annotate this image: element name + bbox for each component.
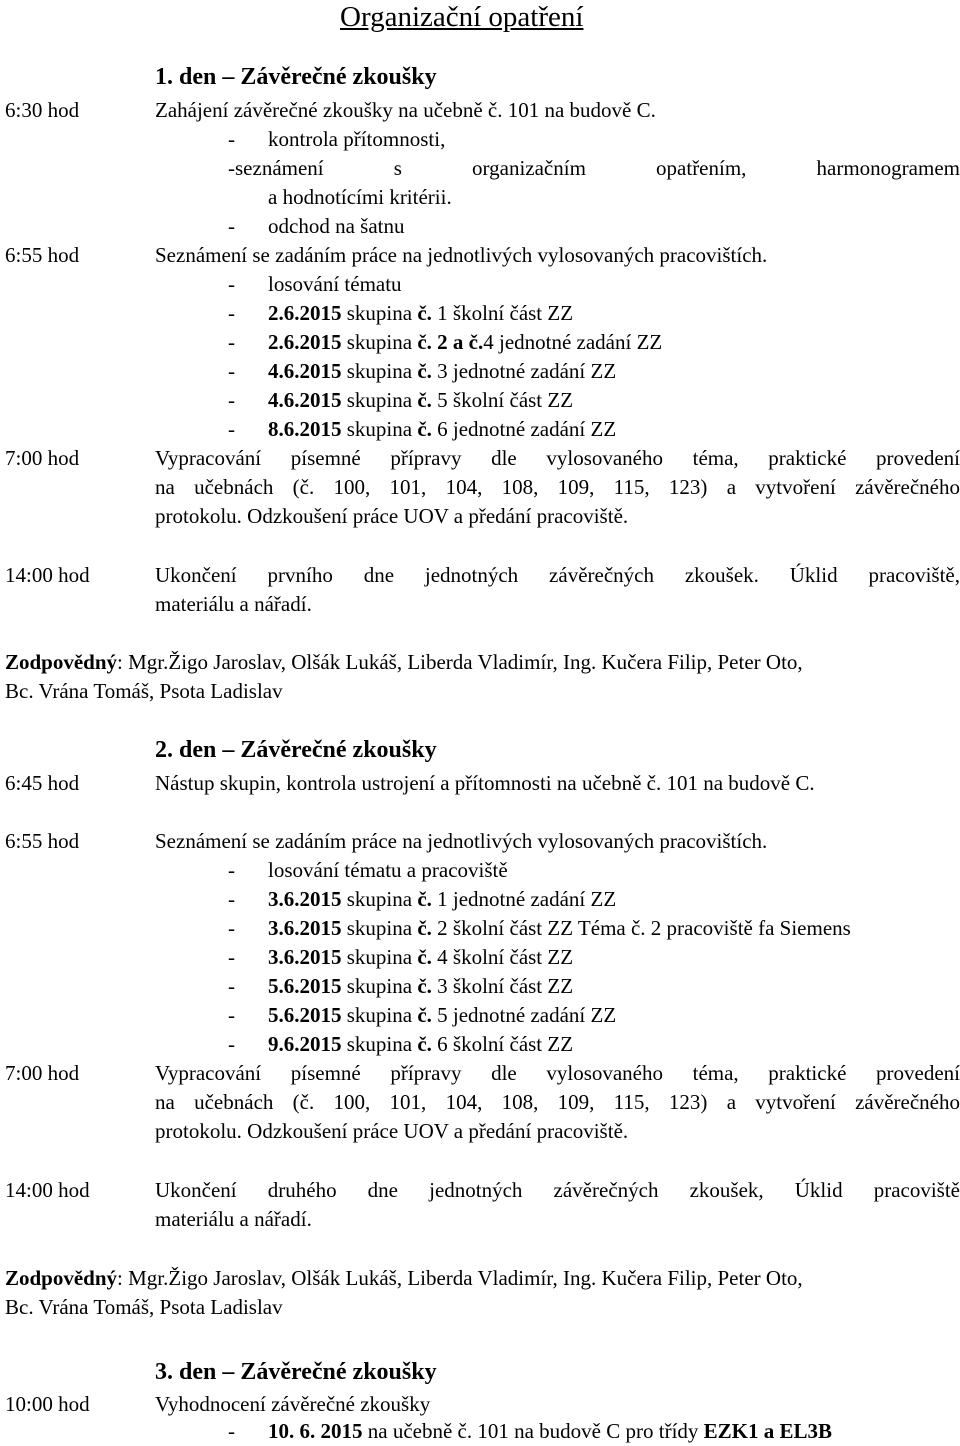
group-number-label: č. — [417, 887, 432, 911]
group-label: skupina — [341, 974, 418, 998]
day2-group-row — [228, 943, 573, 971]
group-date: 4.6.2015 — [268, 359, 342, 383]
item-text: na učebně č. 101 na budově C pro třídy — [362, 1419, 704, 1443]
day2-start-text: Nástup skupin, kontrola ustrojení a přítomnosti na učebně č. 101 na budově C. — [155, 771, 815, 795]
item-text: kontrola přítomnosti, — [268, 127, 446, 151]
day1-end-line1: Ukončení prvního dne jednotných závěrečných zkoušek. Úklid pracoviště, — [155, 563, 960, 587]
responsible-label: Zodpovědný — [5, 1266, 118, 1290]
day2-assignment-text: Seznámení se zadáním práce na jednotlivých vylosovaných pracovištích. — [155, 829, 768, 853]
day3-item — [228, 1417, 832, 1445]
group-date: 5.6.2015 — [268, 1003, 342, 1027]
day2-time-0655: 6:55 hod — [5, 829, 80, 853]
dash: - — [228, 1032, 235, 1056]
group-label: skupina — [341, 417, 418, 441]
dash: - — [228, 127, 235, 151]
group-date: 8.6.2015 — [268, 417, 342, 441]
day1-time-1400: 14:00 hod — [5, 563, 90, 587]
day1-item-wardrobe — [228, 212, 404, 240]
dash: - — [228, 945, 235, 969]
dash: - — [228, 887, 235, 911]
day2-group-row — [228, 885, 616, 913]
day1-time-0655: 6:55 hod — [5, 243, 80, 267]
group-number-label: č. — [417, 945, 432, 969]
page-title: Organizační opatření — [340, 1, 584, 33]
group-detail: 1 jednotné zadání ZZ — [431, 887, 617, 911]
dash: - — [228, 1419, 235, 1443]
group-detail: 4 jednotné zadání ZZ — [483, 330, 663, 354]
group-number-label: č. — [417, 301, 432, 325]
day2-group-row — [228, 1030, 573, 1058]
day2-lottery — [228, 856, 508, 884]
day2-heading-rest: – Závěrečné zkoušky — [216, 737, 437, 763]
day1-item-attendance — [228, 125, 445, 153]
group-label: skupina — [341, 887, 418, 911]
group-date: 3.6.2015 — [268, 916, 342, 940]
item-text: odchod na šatnu — [268, 214, 405, 238]
item-text: seznámení s organizačním opatřením, harmonogramem — [235, 156, 960, 180]
item-text: losování tématu — [268, 272, 402, 296]
day1-time-0700: 7:00 hod — [5, 446, 80, 470]
day2-group-row — [228, 1001, 616, 1029]
item-date: 10. 6. 2015 — [268, 1419, 363, 1443]
group-number-label: č. — [417, 916, 432, 940]
group-detail: 5 školní část ZZ — [431, 388, 574, 412]
day1-work-line1: Vypracování písemné přípravy dle vylosovaného téma, praktické provedení — [155, 446, 960, 470]
day1-end-line2: materiálu a nářadí. — [155, 592, 312, 616]
day3-heading-rest: – Závěrečné zkoušky — [216, 1359, 437, 1385]
dash: - — [228, 272, 235, 296]
day2-heading-word: den — [173, 737, 217, 763]
day2-work-line3: protokolu. Odzkoušení práce UOV a předání pracoviště. — [155, 1119, 629, 1143]
group-label: skupina — [341, 359, 418, 383]
group-number-label: č. — [417, 388, 432, 412]
responsible-names: : Mgr.Žigo Jaroslav, Olšák Lukáš, Liberda Vladimír, Ing. Kučera Filip, Peter Oto, — [117, 1266, 803, 1290]
day1-group-row — [228, 328, 662, 356]
dash: - — [228, 388, 235, 412]
day1-work-line2: na učebnách (č. 100, 101, 104, 108, 109, 115, 123) a vytvoření závěrečného — [155, 475, 960, 499]
dash: - — [228, 974, 235, 998]
group-label: skupina — [341, 916, 418, 940]
group-number-label: č. — [417, 1003, 432, 1027]
day3-evaluation-text: Vyhodnocení závěrečné zkoušky — [155, 1392, 431, 1416]
day1-time-0630: 6:30 hod — [5, 98, 80, 122]
day3-heading-word: den — [173, 1359, 217, 1385]
day1-responsible — [5, 648, 803, 676]
day1-item-introduction — [228, 154, 960, 182]
day1-responsible-line2: Bc. Vrána Tomáš, Psota Ladislav — [5, 679, 283, 703]
day3-heading-number: 3. — [155, 1359, 173, 1385]
day2-end-line1: Ukončení druhého dne jednotných závěrečných zkoušek, Úklid pracoviště — [155, 1178, 960, 1202]
group-detail: 4 školní část ZZ — [431, 945, 574, 969]
group-date: 2.6.2015 — [268, 301, 342, 325]
day2-responsible — [5, 1264, 803, 1292]
group-detail: 3 školní část ZZ — [431, 974, 574, 998]
day1-group-row — [228, 386, 573, 414]
day3-heading — [155, 1357, 437, 1387]
day1-heading-number: 1. — [155, 64, 173, 90]
dash: - — [228, 301, 235, 325]
group-number-label: č. — [417, 1032, 432, 1056]
item-classes: EZK1 a EL3B — [703, 1419, 833, 1443]
group-detail: 6 jednotné zadání ZZ — [431, 417, 617, 441]
group-date: 4.6.2015 — [268, 388, 342, 412]
day2-heading — [155, 735, 437, 765]
group-detail: 1 školní část ZZ — [431, 301, 574, 325]
group-date: 3.6.2015 — [268, 887, 342, 911]
day1-heading-rest: – Závěrečné zkoušky — [216, 64, 437, 90]
group-label: skupina — [341, 1032, 418, 1056]
day2-time-0645: 6:45 hod — [5, 771, 80, 795]
group-date: 2.6.2015 — [268, 330, 342, 354]
group-label: skupina — [341, 945, 418, 969]
day1-heading — [155, 62, 437, 92]
group-date: 9.6.2015 — [268, 1032, 342, 1056]
day2-work-line2: na učebnách (č. 100, 101, 104, 108, 109, 115, 123) a vytvoření závěrečného — [155, 1090, 960, 1114]
dash: - — [228, 916, 235, 940]
dash: - — [228, 858, 235, 882]
day1-lottery — [228, 270, 402, 298]
day1-start-text: Zahájení závěrečné zkoušky na učebně č. 101 na budově C. — [155, 98, 656, 122]
day2-group-row — [228, 972, 573, 1000]
group-label: skupina — [341, 301, 418, 325]
day1-group-row — [228, 415, 616, 443]
day1-work-line3: protokolu. Odzkoušení práce UOV a předání pracoviště. — [155, 504, 629, 528]
group-date: 3.6.2015 — [268, 945, 342, 969]
day1-assignment-text: Seznámení se zadáním práce na jednotlivých vylosovaných pracovištích. — [155, 243, 768, 267]
day2-time-0700: 7:00 hod — [5, 1061, 80, 1085]
day1-item-criteria: a hodnotícími kritérii. — [268, 185, 452, 209]
day2-work-line1: Vypracování písemné přípravy dle vylosovaného téma, praktické provedení — [155, 1061, 960, 1085]
dash: - — [228, 1003, 235, 1027]
group-detail: 3 jednotné zadání ZZ — [431, 359, 617, 383]
dash: - — [228, 417, 235, 441]
dash: - — [228, 214, 235, 238]
group-detail: 5 jednotné zadání ZZ — [431, 1003, 617, 1027]
day2-responsible-line2: Bc. Vrána Tomáš, Psota Ladislav — [5, 1295, 283, 1319]
day2-heading-number: 2. — [155, 737, 173, 763]
group-number-label: č. 2 a č. — [417, 330, 484, 354]
dash: - — [228, 359, 235, 383]
group-label: skupina — [341, 330, 418, 354]
group-number-label: č. — [417, 974, 432, 998]
day2-end-line2: materiálu a nářadí. — [155, 1207, 312, 1231]
day2-time-1400: 14:00 hod — [5, 1178, 90, 1202]
group-label: skupina — [341, 388, 418, 412]
day1-group-row — [228, 357, 616, 385]
day1-group-row — [228, 299, 573, 327]
group-date: 5.6.2015 — [268, 974, 342, 998]
responsible-names: : Mgr.Žigo Jaroslav, Olšák Lukáš, Liberda Vladimír, Ing. Kučera Filip, Peter Oto, — [117, 650, 803, 674]
group-number-label: č. — [417, 417, 432, 441]
day2-group-row — [228, 914, 851, 942]
day1-heading-word: den — [173, 64, 217, 90]
dash: - — [228, 330, 235, 354]
group-label: skupina — [341, 1003, 418, 1027]
responsible-label: Zodpovědný — [5, 650, 118, 674]
group-number-label: č. — [417, 359, 432, 383]
dash: - — [228, 156, 235, 180]
item-text: losování tématu a pracoviště — [268, 858, 508, 882]
group-detail: 6 školní část ZZ — [431, 1032, 574, 1056]
group-detail: 2 školní část ZZ Téma č. 2 pracoviště fa Siemens — [431, 916, 851, 940]
day3-time-1000: 10:00 hod — [5, 1392, 90, 1416]
